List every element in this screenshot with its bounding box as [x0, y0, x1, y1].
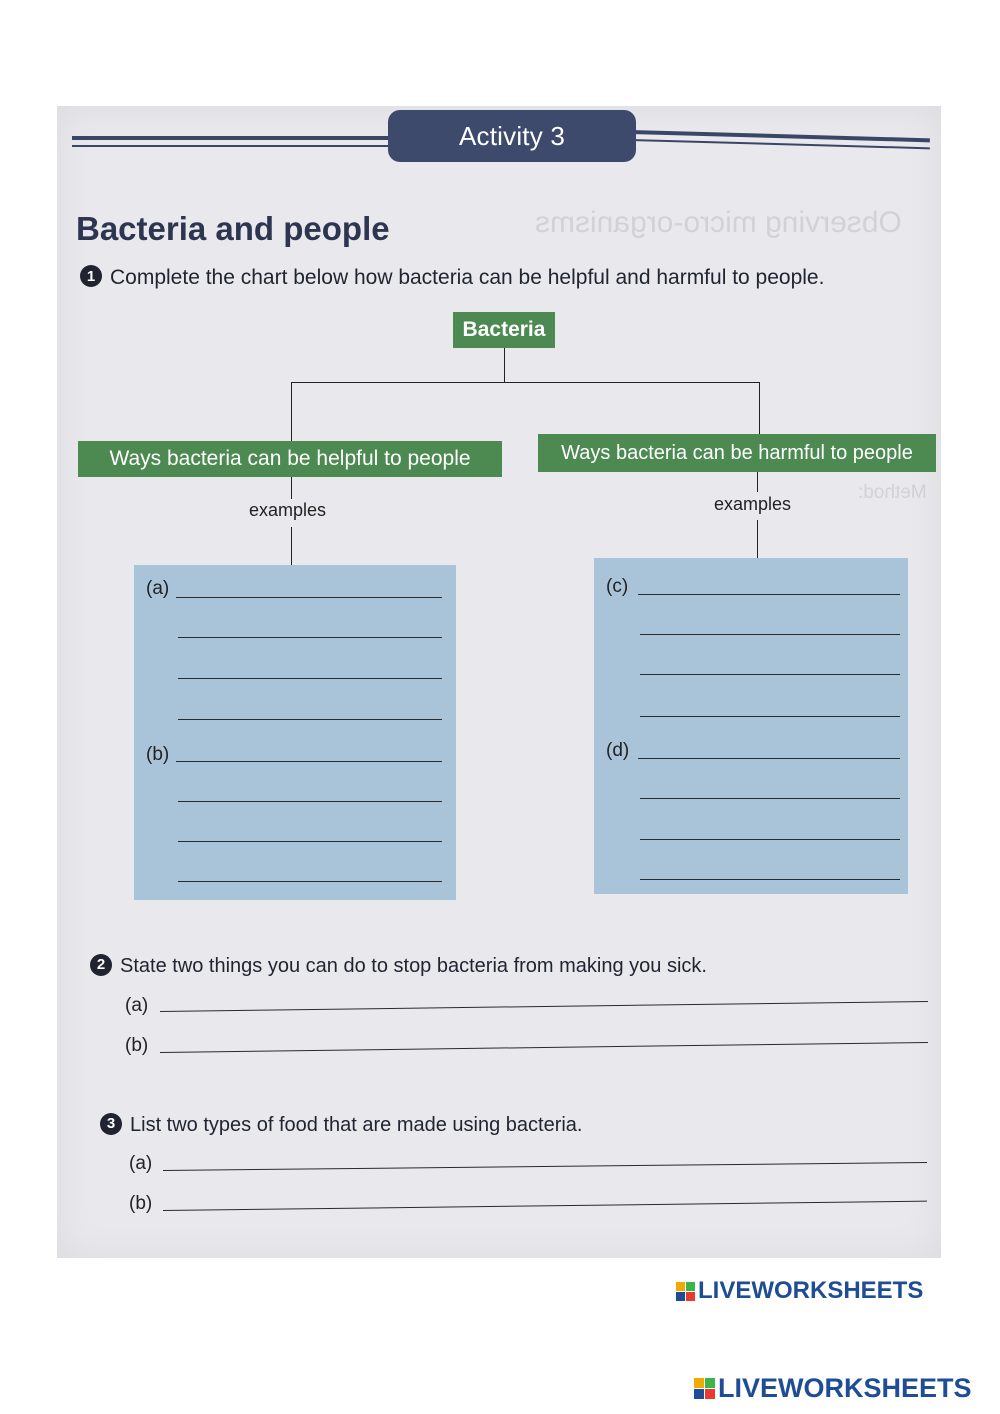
- logo-icon: [694, 1378, 715, 1399]
- question-number-1: 1: [80, 265, 102, 287]
- left-examples-label: examples: [249, 500, 327, 520]
- answer-label-a: (a): [146, 578, 170, 599]
- question-number-2: 2: [90, 954, 112, 976]
- answer-line-a3[interactable]: [178, 678, 442, 679]
- right-examples-label: examples: [714, 494, 792, 514]
- answer-label-d: (d): [606, 740, 630, 761]
- answer-line-c3[interactable]: [640, 674, 900, 675]
- activity-banner: Activity 3: [388, 110, 636, 162]
- liveworksheets-logo-upper: [676, 1277, 923, 1305]
- answer-label-c: (c): [606, 576, 629, 597]
- question-1-text: Complete the chart below how bacteria can be helpful and harmful to people.: [110, 266, 825, 289]
- answer-line-d3[interactable]: [640, 839, 900, 840]
- connector-left-down: [291, 382, 292, 442]
- answer-line-c2[interactable]: [640, 634, 900, 635]
- ghost-method: Method:: [858, 482, 927, 503]
- answer-line-b3[interactable]: [178, 841, 442, 842]
- question-2-text: State two things you can do to stop bacteria from making you sick.: [120, 955, 707, 977]
- question-number-3: 3: [100, 1113, 122, 1135]
- page-title: Bacteria and people: [76, 210, 390, 247]
- question-2: [90, 955, 707, 978]
- answer-line-b4[interactable]: [178, 881, 442, 882]
- answer-line-d1[interactable]: [638, 758, 900, 759]
- harmful-answer-box: [594, 558, 908, 894]
- liveworksheets-logo-lower: [694, 1373, 972, 1404]
- chart-root-box: Bacteria: [453, 312, 555, 348]
- ghost-heading: Observing micro-organisms: [535, 206, 902, 239]
- harmful-category-box: Ways bacteria can be harmful to people: [538, 434, 936, 472]
- connector-right-examples-bottom: [757, 520, 758, 558]
- logo-icon: [676, 1282, 695, 1301]
- answer-line-d2[interactable]: [640, 798, 900, 799]
- answer-label-b: (b): [146, 744, 170, 765]
- helpful-category-box: Ways bacteria can be helpful to people: [78, 441, 502, 477]
- connector-right-down: [759, 382, 760, 434]
- q3-label-b: (b): [129, 1193, 153, 1214]
- logo-text-upper: LIVEWORKSHEETS: [698, 1277, 924, 1304]
- answer-line-b2[interactable]: [178, 801, 442, 802]
- connector-root-down: [504, 348, 505, 382]
- logo-text-lower: LIVEWORKSHEETS: [718, 1373, 972, 1403]
- connector-left-examples-bottom: [291, 527, 292, 566]
- connector-left-examples-top: [291, 477, 292, 499]
- q3-label-a: (a): [129, 1153, 153, 1174]
- q2-label-a: (a): [125, 995, 149, 1016]
- connector-right-examples-top: [757, 472, 758, 492]
- answer-line-a4[interactable]: [178, 719, 442, 720]
- helpful-answer-box: [134, 565, 456, 900]
- answer-line-c1[interactable]: [638, 594, 900, 595]
- q2-label-b: (b): [125, 1035, 149, 1056]
- question-3: [100, 1114, 582, 1137]
- question-3-text: List two types of food that are made using bacteria.: [130, 1114, 583, 1136]
- answer-line-a2[interactable]: [178, 637, 442, 638]
- connector-horizontal: [291, 382, 759, 383]
- banner-rule-left: [72, 136, 392, 140]
- answer-line-a1[interactable]: [176, 597, 442, 598]
- answer-line-b1[interactable]: [176, 761, 442, 762]
- answer-line-c4[interactable]: [640, 716, 900, 717]
- question-1: [80, 266, 824, 290]
- banner-rule-left-thin: [72, 145, 392, 147]
- answer-line-d4[interactable]: [640, 879, 900, 880]
